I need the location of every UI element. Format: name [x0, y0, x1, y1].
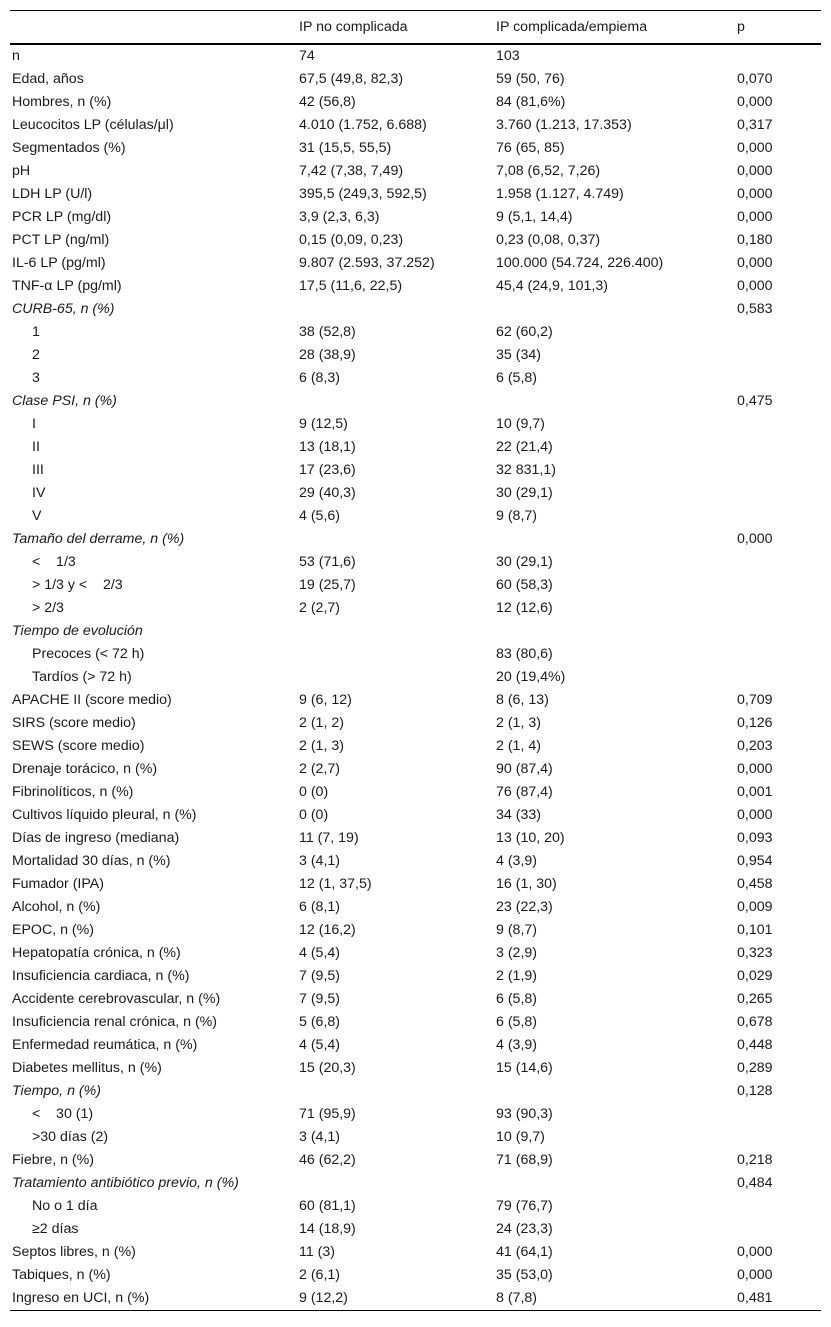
row-label: Cultivos líquido pleural, n (%) — [12, 806, 197, 823]
cell-complicated: 93 (90,3) — [496, 1105, 553, 1122]
table-row — [10, 1218, 821, 1241]
table-row — [10, 1126, 821, 1149]
cell-complicated: 30 (29,1) — [496, 553, 553, 570]
cell-p-value — [735, 1218, 821, 1241]
cell-complicated: 2 (1, 3) — [496, 714, 541, 731]
cell-complicated: 23 (22,3) — [496, 898, 553, 915]
cell-complicated: 0,23 (0,08, 0,37) — [496, 231, 601, 248]
row-label: V — [32, 507, 42, 524]
table-row — [10, 1057, 821, 1080]
table-row — [10, 781, 821, 804]
cell-complicated: 76 (87,4) — [496, 783, 553, 800]
cell-uncomplicated: 74 — [299, 47, 315, 64]
cell-uncomplicated: 38 (52,8) — [299, 323, 356, 340]
cell-p-value: 0,093 — [737, 829, 773, 846]
cell-complicated: 100.000 (54.724, 226.400) — [496, 254, 664, 271]
row-label: Insuficiencia renal crónica, n (%) — [12, 1013, 218, 1030]
cell-uncomplicated — [297, 1080, 494, 1103]
cell-complicated — [494, 1080, 735, 1103]
cell-complicated: 8 (7,8) — [494, 1287, 735, 1311]
cell-p-value — [735, 666, 821, 689]
cell-uncomplicated: 71 (95,9) — [299, 1105, 356, 1122]
cell-p-value: 0,126 — [737, 714, 773, 731]
cell-complicated: 35 (34) — [496, 346, 541, 363]
cell-p-value: 0,128 — [737, 1082, 773, 1099]
table-row — [10, 965, 821, 988]
cell-uncomplicated: 14 (18,9) — [299, 1220, 356, 1237]
cell-uncomplicated — [297, 620, 494, 643]
cell-p-value — [735, 551, 821, 574]
cell-uncomplicated: 0 (0) — [299, 783, 329, 800]
row-label: Mortalidad 30 días, n (%) — [12, 852, 171, 869]
cell-uncomplicated: 2 (2,7) — [299, 599, 341, 616]
table-row — [10, 735, 821, 758]
table-row — [10, 666, 821, 689]
table-row — [10, 367, 821, 390]
cell-complicated: 3 (2,9) — [496, 944, 538, 961]
cell-p-value: 0,323 — [737, 944, 773, 961]
cell-complicated — [494, 390, 735, 413]
cell-uncomplicated: 67,5 (49,8, 82,3) — [299, 70, 404, 87]
row-label: Fumador (IPA) — [12, 875, 104, 892]
cell-complicated: 2 (1, 4) — [496, 737, 541, 754]
cell-uncomplicated: 395,5 (249,3, 592,5) — [299, 185, 427, 202]
cell-uncomplicated: 2 (2,7) — [299, 760, 341, 777]
row-label: Tratamiento antibiótico previo, n (%) — [12, 1174, 239, 1191]
cell-p-value — [735, 482, 821, 505]
cell-p-value: 0,458 — [737, 875, 773, 892]
table-row — [10, 1264, 821, 1287]
cell-uncomplicated: 4.010 (1.752, 6.688) — [299, 116, 427, 133]
cell-complicated — [494, 528, 735, 551]
cell-p-value — [735, 344, 821, 367]
cell-p-value: 0,481 — [735, 1287, 821, 1311]
cell-p-value: 0,000 — [737, 806, 773, 823]
row-label: Tamaño del derrame, n (%) — [12, 530, 185, 547]
cell-p-value: 0,000 — [737, 93, 773, 110]
table-row — [10, 1195, 821, 1218]
table-row — [10, 344, 821, 367]
table-row — [10, 919, 821, 942]
cell-p-value — [735, 643, 821, 666]
cell-uncomplicated — [297, 528, 494, 551]
row-label: Septos libres, n (%) — [12, 1243, 136, 1260]
cell-p-value: 0,203 — [737, 737, 773, 754]
data-table — [10, 10, 821, 1311]
row-label: Fiebre, n (%) — [12, 1151, 94, 1168]
row-label: EPOC, n (%) — [12, 921, 94, 938]
cell-complicated: 10 (9,7) — [496, 1128, 545, 1145]
cell-complicated: 83 (80,6) — [496, 645, 553, 662]
cell-p-value: 0,448 — [737, 1036, 773, 1053]
row-label: Ingreso en UCI, n (%) — [10, 1287, 297, 1311]
cell-p-value: 0,101 — [737, 921, 773, 938]
row-label: PCR LP (mg/dl) — [12, 208, 112, 225]
cell-uncomplicated: 42 (56,8) — [299, 93, 356, 110]
cell-p-value: 0,000 — [737, 277, 773, 294]
row-label: I — [32, 415, 36, 432]
cell-p-value: 0,289 — [737, 1059, 773, 1076]
row-label: Diabetes mellitus, n (%) — [12, 1059, 162, 1076]
cell-uncomplicated: 13 (18,1) — [299, 438, 356, 455]
row-label: Fibrinolíticos, n (%) — [12, 783, 134, 800]
cell-p-value: 0,583 — [737, 300, 773, 317]
cell-complicated: 34 (33) — [496, 806, 541, 823]
table-container — [10, 10, 821, 1311]
table-row — [10, 896, 821, 919]
table-row — [10, 689, 821, 712]
cell-p-value — [735, 1126, 821, 1149]
cell-complicated: 71 (68,9) — [496, 1151, 553, 1168]
cell-uncomplicated: 46 (62,2) — [299, 1151, 356, 1168]
table-row — [10, 137, 821, 160]
cell-complicated: 6 (5,8) — [496, 1013, 538, 1030]
table-row — [10, 1149, 821, 1172]
cell-uncomplicated: 15 (20,3) — [299, 1059, 356, 1076]
cell-uncomplicated: 19 (25,7) — [299, 576, 356, 593]
cell-uncomplicated: 17 (23,6) — [299, 461, 356, 478]
cell-complicated: 90 (87,4) — [496, 760, 553, 777]
cell-complicated: 32 831,1) — [496, 461, 556, 478]
cell-uncomplicated — [297, 643, 494, 666]
cell-uncomplicated — [297, 298, 494, 321]
row-label: ≥2 días — [32, 1220, 79, 1237]
table-row — [10, 114, 821, 137]
row-label: APACHE II (score medio) — [12, 691, 172, 708]
row-label: No o 1 día — [32, 1197, 98, 1214]
cell-uncomplicated: 11 (3) — [299, 1243, 336, 1260]
row-label: Drenaje torácico, n (%) — [12, 760, 158, 777]
row-label: Tiempo, n (%) — [12, 1082, 101, 1099]
cell-uncomplicated — [297, 666, 494, 689]
row-label: Alcohol, n (%) — [12, 898, 101, 915]
cell-uncomplicated: 17,5 (11,6, 22,5) — [299, 277, 403, 294]
row-label: > 2/3 — [32, 599, 64, 616]
cell-p-value: 0,000 — [737, 1243, 773, 1260]
cell-uncomplicated: 60 (81,1) — [299, 1197, 356, 1214]
header-variable — [10, 11, 297, 44]
row-label: SIRS (score medio) — [12, 714, 136, 731]
cell-p-value: 0,000 — [737, 760, 773, 777]
table-row — [10, 804, 821, 827]
cell-p-value — [735, 459, 821, 482]
cell-complicated: 35 (53,0) — [496, 1266, 553, 1283]
row-label: Accidente cerebrovascular, n (%) — [12, 990, 221, 1007]
table-row — [10, 229, 821, 252]
header-p-value: p — [735, 11, 821, 44]
cell-uncomplicated: 6 (8,1) — [299, 898, 341, 915]
cell-uncomplicated — [297, 1172, 494, 1195]
row-label: 2 — [32, 346, 40, 363]
cell-p-value: 0,000 — [737, 162, 773, 179]
cell-complicated: 4 (3,9) — [496, 852, 538, 869]
cell-complicated: 62 (60,2) — [496, 323, 553, 340]
row-label: Clase PSI, n (%) — [12, 392, 117, 409]
row-label: Precoces (< 72 h) — [32, 645, 145, 662]
table-row — [10, 436, 821, 459]
table-row — [10, 183, 821, 206]
header-row — [10, 11, 821, 44]
cell-p-value — [735, 597, 821, 620]
cell-complicated: 45,4 (24,9, 101,3) — [496, 277, 609, 294]
cell-p-value: 0,218 — [737, 1151, 773, 1168]
cell-p-value — [735, 620, 821, 643]
cell-p-value: 0,000 — [737, 254, 773, 271]
row-label: Enfermedad reumática, n (%) — [12, 1036, 198, 1053]
cell-p-value: 0,000 — [737, 208, 773, 225]
table-row — [10, 1080, 821, 1103]
cell-complicated: 9 (8,7) — [496, 507, 538, 524]
cell-uncomplicated: 0,15 (0,09, 0,23) — [299, 231, 404, 248]
cell-p-value — [735, 436, 821, 459]
cell-p-value: 0,709 — [737, 691, 773, 708]
row-label: SEWS (score medio) — [12, 737, 145, 754]
cell-uncomplicated: 12 (1, 37,5) — [299, 875, 372, 892]
row-label: Leucocitos LP (células/μl) — [12, 116, 174, 133]
cell-p-value: 0,000 — [737, 139, 773, 156]
cell-complicated: 103 — [496, 47, 520, 64]
cell-complicated: 79 (76,7) — [496, 1197, 553, 1214]
cell-p-value — [735, 44, 821, 68]
cell-p-value — [735, 321, 821, 344]
table-row — [10, 482, 821, 505]
header-complicated: IP complicada/empiema — [494, 11, 735, 44]
cell-complicated: 12 (12,6) — [496, 599, 553, 616]
table-row — [10, 298, 821, 321]
row-label: Días de ingreso (mediana) — [12, 829, 180, 846]
row-label: TNF-α LP (pg/ml) — [12, 277, 122, 294]
cell-p-value — [735, 413, 821, 436]
table-row — [10, 850, 821, 873]
row-label: >30 días (2) — [32, 1128, 109, 1145]
cell-uncomplicated: 4 (5,6) — [299, 507, 341, 524]
row-label: Insuficiencia cardiaca, n (%) — [12, 967, 190, 984]
cell-uncomplicated: 29 (40,3) — [299, 484, 356, 501]
cell-p-value: 0,180 — [737, 231, 773, 248]
table-row — [10, 206, 821, 229]
cell-uncomplicated: 9 (6, 12) — [299, 691, 352, 708]
cell-uncomplicated: 2 (1, 2) — [299, 714, 344, 731]
cell-uncomplicated: 3 (4,1) — [299, 1128, 341, 1145]
table-row — [10, 160, 821, 183]
cell-uncomplicated: 9 (12,2) — [297, 1287, 494, 1311]
row-label: Segmentados (%) — [12, 139, 126, 156]
cell-complicated: 15 (14,6) — [496, 1059, 553, 1076]
cell-uncomplicated: 9.807 (2.593, 37.252) — [299, 254, 435, 271]
cell-complicated: 2 (1,9) — [496, 967, 538, 984]
table-row — [10, 597, 821, 620]
cell-p-value: 0,484 — [737, 1174, 773, 1191]
table-body — [10, 44, 821, 1311]
row-label: IL-6 LP (pg/ml) — [12, 254, 106, 271]
cell-p-value: 0,475 — [737, 392, 773, 409]
table-row — [10, 91, 821, 114]
cell-p-value: 0,000 — [737, 1266, 773, 1283]
table-row — [10, 643, 821, 666]
cell-complicated: 6 (5,8) — [496, 369, 538, 386]
table-row — [10, 44, 821, 68]
cell-p-value — [735, 505, 821, 528]
table-row — [10, 1103, 821, 1126]
cell-complicated — [494, 1172, 735, 1195]
cell-p-value: 0,265 — [737, 990, 773, 1007]
row-label: IV — [32, 484, 46, 501]
cell-uncomplicated: 4 (5,4) — [299, 1036, 341, 1053]
cell-complicated: 60 (58,3) — [496, 576, 553, 593]
cell-p-value: 0,000 — [737, 530, 773, 547]
table-row — [10, 390, 821, 413]
cell-complicated: 59 (50, 76) — [496, 70, 565, 87]
cell-uncomplicated: 28 (38,9) — [299, 346, 356, 363]
cell-p-value: 0,317 — [737, 116, 773, 133]
table-row — [10, 321, 821, 344]
row-label: II — [32, 438, 40, 455]
cell-p-value: 0,029 — [737, 967, 773, 984]
cell-uncomplicated: 2 (6,1) — [299, 1266, 341, 1283]
cell-complicated: 1.958 (1.127, 4.749) — [496, 185, 624, 202]
row-label: CURB-65, n (%) — [12, 300, 115, 317]
table-row — [10, 459, 821, 482]
cell-p-value: 0,678 — [737, 1013, 773, 1030]
cell-complicated: 16 (1, 30) — [496, 875, 557, 892]
cell-uncomplicated: 3 (4,1) — [299, 852, 341, 869]
cell-complicated: 13 (10, 20) — [496, 829, 565, 846]
cell-p-value: 0,009 — [737, 898, 773, 915]
row-label: n — [12, 47, 20, 64]
table-row — [10, 1172, 821, 1195]
cell-uncomplicated: 11 (7, 19) — [299, 829, 359, 846]
table-row — [10, 1034, 821, 1057]
table-row — [10, 528, 821, 551]
cell-p-value: 0,954 — [737, 852, 773, 869]
row-label: Edad, años — [12, 70, 84, 87]
cell-p-value: 0,001 — [737, 783, 773, 800]
cell-complicated: 84 (81,6%) — [496, 93, 566, 110]
cell-complicated: 3.760 (1.213, 17.353) — [496, 116, 632, 133]
cell-uncomplicated: 2 (1, 3) — [299, 737, 344, 754]
table-row — [10, 275, 821, 298]
table-row — [10, 827, 821, 850]
row-label: Tiempo de evolución — [12, 622, 143, 639]
cell-complicated: 8 (6, 13) — [496, 691, 549, 708]
cell-uncomplicated: 31 (15,5, 55,5) — [299, 139, 392, 156]
cell-complicated: 22 (21,4) — [496, 438, 553, 455]
cell-p-value: 0,070 — [737, 70, 773, 87]
row-label: LDH LP (U/l) — [12, 185, 93, 202]
cell-p-value — [735, 1103, 821, 1126]
table-row — [10, 620, 821, 643]
row-label: PCT LP (ng/ml) — [12, 231, 110, 248]
cell-uncomplicated: 4 (5,4) — [299, 944, 341, 961]
row-label: < 30 (1) — [32, 1105, 94, 1122]
cell-complicated: 41 (64,1) — [496, 1243, 553, 1260]
table-row — [10, 252, 821, 275]
row-label: Tardíos (> 72 h) — [32, 668, 132, 685]
cell-p-value — [735, 367, 821, 390]
table-row — [10, 988, 821, 1011]
cell-uncomplicated: 0 (0) — [299, 806, 329, 823]
row-label: > 1/3 y < 2/3 — [32, 576, 123, 593]
cell-uncomplicated: 7,42 (7,38, 7,49) — [299, 162, 404, 179]
row-label: Hepatopatía crónica, n (%) — [12, 944, 181, 961]
cell-uncomplicated — [297, 390, 494, 413]
table-row — [10, 68, 821, 91]
cell-complicated: 7,08 (6,52, 7,26) — [496, 162, 601, 179]
cell-complicated: 9 (8,7) — [496, 921, 538, 938]
table-row — [10, 1287, 821, 1311]
table-row — [10, 413, 821, 436]
cell-complicated: 9 (5,1, 14,4) — [496, 208, 573, 225]
cell-p-value — [735, 1195, 821, 1218]
table-row — [10, 712, 821, 735]
row-label: Hombres, n (%) — [12, 93, 112, 110]
row-label: 3 — [32, 369, 40, 386]
cell-complicated — [494, 620, 735, 643]
cell-complicated: 30 (29,1) — [496, 484, 553, 501]
row-label: pH — [12, 162, 31, 179]
cell-complicated — [494, 298, 735, 321]
cell-complicated: 24 (23,3) — [496, 1220, 553, 1237]
table-row — [10, 574, 821, 597]
cell-complicated: 6 (5,8) — [496, 990, 538, 1007]
row-label: < 1/3 — [32, 553, 76, 570]
table-row — [10, 505, 821, 528]
cell-uncomplicated: 53 (71,6) — [299, 553, 356, 570]
cell-p-value: 0,000 — [737, 185, 773, 202]
cell-p-value — [735, 574, 821, 597]
cell-uncomplicated: 3,9 (2,3, 6,3) — [299, 208, 380, 225]
table-row — [10, 873, 821, 896]
row-label: III — [32, 461, 44, 478]
table-row — [10, 758, 821, 781]
header-uncomplicated: IP no complicada — [297, 11, 494, 44]
cell-uncomplicated: 7 (9,5) — [299, 967, 341, 984]
cell-uncomplicated: 9 (12,5) — [299, 415, 348, 432]
row-label: Tabiques, n (%) — [12, 1266, 111, 1283]
cell-uncomplicated: 7 (9,5) — [299, 990, 341, 1007]
cell-uncomplicated: 6 (8,3) — [299, 369, 341, 386]
table-header — [10, 11, 821, 44]
cell-complicated: 76 (65, 85) — [496, 139, 565, 156]
row-label: 1 — [32, 323, 40, 340]
table-row — [10, 1011, 821, 1034]
table-row — [10, 942, 821, 965]
table-row — [10, 1241, 821, 1264]
cell-uncomplicated: 5 (6,8) — [299, 1013, 341, 1030]
cell-complicated: 4 (3,9) — [496, 1036, 538, 1053]
cell-uncomplicated: 12 (16,2) — [299, 921, 356, 938]
cell-complicated: 20 (19,4%) — [496, 668, 566, 685]
cell-complicated: 10 (9,7) — [496, 415, 545, 432]
table-row — [10, 551, 821, 574]
